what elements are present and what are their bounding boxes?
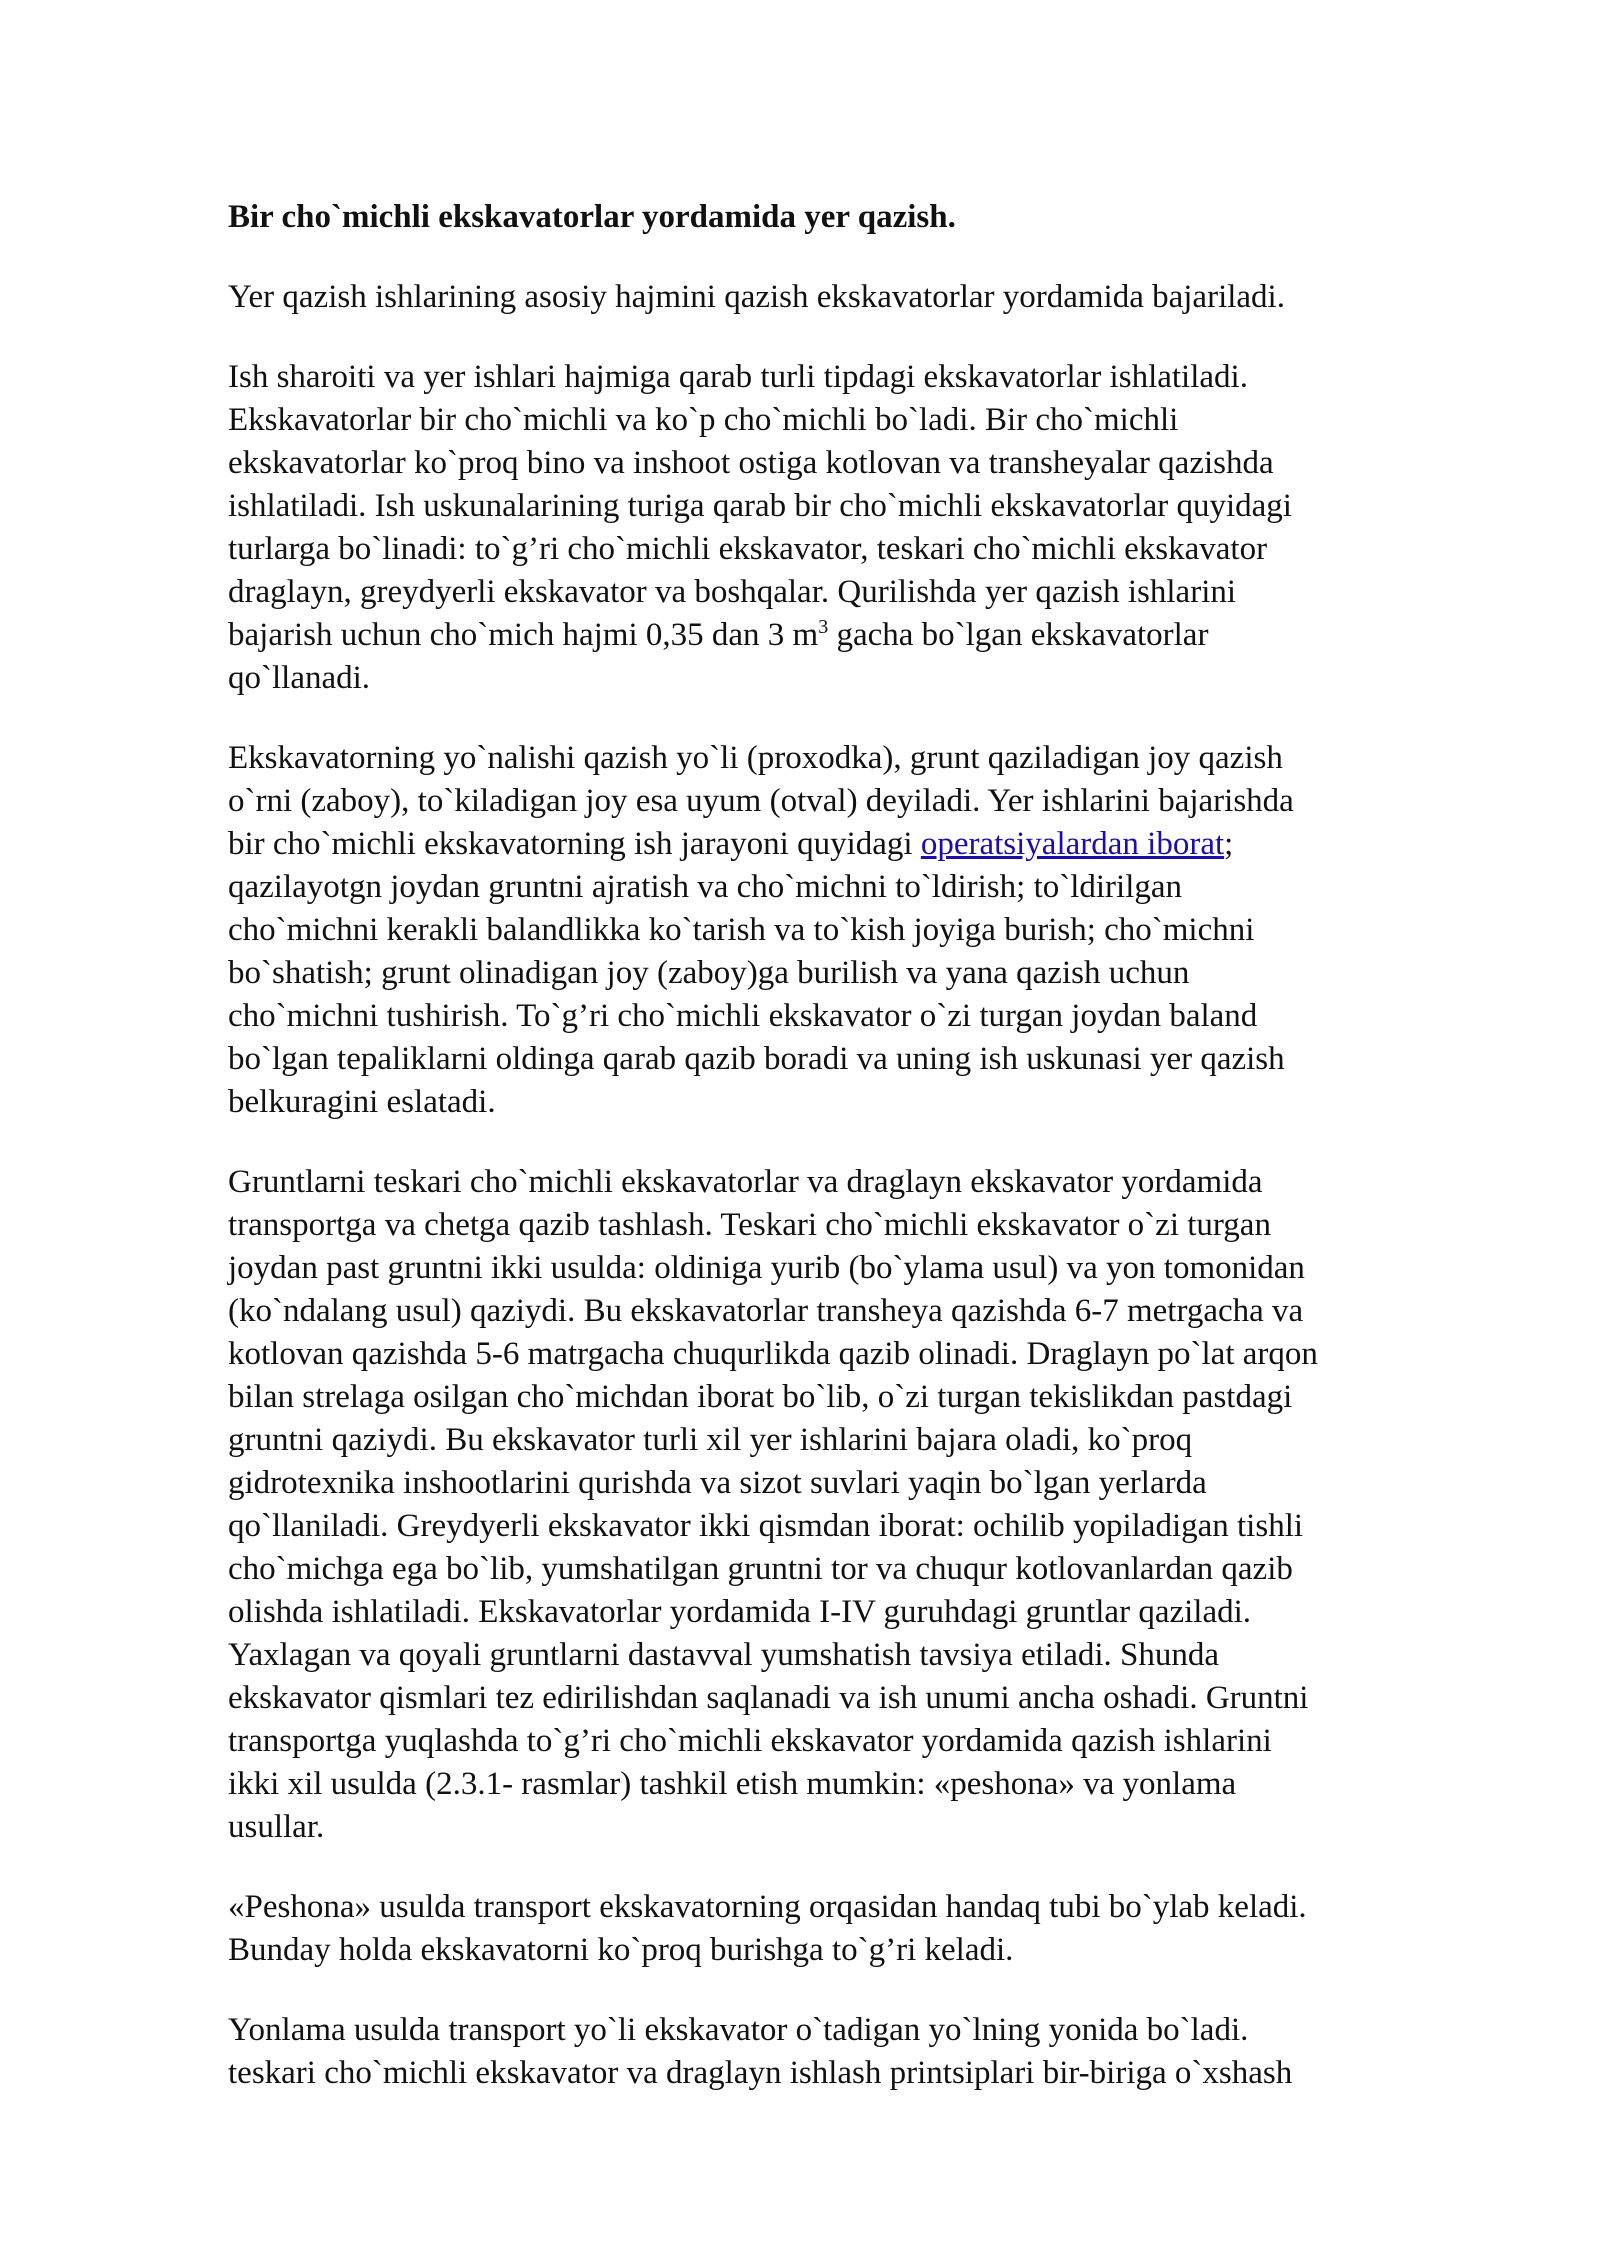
text-line: bilan strelaga osilgan cho`michdan iborat bo`lib, o`zi turgan tekislikdan pastdagi xyxy=(228,1379,1293,1415)
text-line: qazilayotgn joydan gruntni ajratish va cho`michni to`ldirish; to`ldirilgan xyxy=(228,869,1183,905)
paragraph-3 xyxy=(228,737,1478,1124)
text-line: cho`michni kerakli balandlikka ko`tarish va to`kish joyiga burish; cho`michni xyxy=(228,912,1255,948)
paragraph-2 xyxy=(228,356,1478,700)
text-segment: ; xyxy=(1224,826,1234,862)
text-line: Bunday holda ekskavatorni ko`proq burishga to`g’ri keladi. xyxy=(228,1932,1014,1968)
text-line: cho`michni tushirish. To`g’ri cho`michli ekskavator o`zi turgan joydan baland xyxy=(228,998,1258,1034)
superscript: 3 xyxy=(818,616,829,638)
text-segment: gacha bo`lgan ekskavatorlar xyxy=(828,617,1209,653)
text-line: teskari cho`michli ekskavator va draglayn ishlash printsiplari bir-biriga o`xshash xyxy=(228,2055,1293,2091)
text-line: belkuragini eslatadi. xyxy=(228,1084,496,1120)
text-line: Yonlama usulda transport yo`li ekskavator o`tadigan yo`lning yonida bo`ladi. xyxy=(228,2012,1249,2048)
text-line: Ekskavatorning yo`nalishi qazish yo`li (proxodka), grunt qaziladigan joy qazish xyxy=(228,740,1283,776)
text-line: qo`llaniladi. Greydyerli ekskavator ikki qismdan iborat: ochilib yopiladigan tishli xyxy=(228,1508,1304,1544)
document-title: Bir cho`michli ekskavatorlar yordamida yer qazish. xyxy=(228,199,956,235)
paragraph-1 xyxy=(228,276,1478,319)
text-line: Gruntlarni teskari cho`michli ekskavatorlar va draglayn ekskavator yordamida xyxy=(228,1164,1263,1200)
text-line: gruntni qaziydi. Bu ekskavator turli xil yer ishlarini bajara oladi, ko`proq xyxy=(228,1422,1193,1458)
text-line: transportga va chetga qazib tashlash. Teskari cho`michli ekskavator o`zi turgan xyxy=(228,1207,1271,1243)
text-line: ekskavator qismlari tez edirilishdan saqlanadi va ish unumi ancha oshadi. Gruntni xyxy=(228,1680,1309,1716)
text-line: Ekskavatorlar bir cho`michli va ko`p cho`michli bo`ladi. Bir cho`michli xyxy=(228,402,1179,438)
text-line: kotlovan qazishda 5-6 matrgacha chuqurlikda qazib olinadi. Draglayn po`lat arqon xyxy=(228,1336,1318,1372)
text-line: Ish sharoiti va yer ishlari hajmiga qarab turli tipdagi ekskavatorlar ishlatiladi. xyxy=(228,359,1248,395)
text-line: ekskavatorlar ko`proq bino va inshoot ostiga kotlovan va transheyalar qazishda xyxy=(228,445,1274,481)
text-line: Yer qazish ishlarining asosiy hajmini qazish ekskavatorlar yordamida bajariladi. xyxy=(228,279,1285,315)
text-line: joydan past gruntni ikki usulda: oldiniga yurib (bo`ylama usul) va yon tomonidan xyxy=(228,1250,1305,1286)
paragraph-4 xyxy=(228,1161,1478,1849)
text-line: bo`lgan tepaliklarni oldinga qarab qazib boradi va uning ish uskunasi yer qazish xyxy=(228,1041,1285,1077)
text-segment: bir cho`michli ekskavatorning ish jarayoni quyidagi xyxy=(228,826,921,862)
text-line: ikki xil usulda (2.3.1- rasmlar) tashkil etish mumkin: «peshona» va yonlama xyxy=(228,1766,1237,1802)
text-line-with-superscript xyxy=(228,614,1478,657)
paragraph-5 xyxy=(228,1886,1478,1972)
text-line: Yaxlagan va qoyali gruntlarni dastavval yumshatish tavsiya etiladi. Shunda xyxy=(228,1637,1220,1673)
text-line: (ko`ndalang usul) qaziydi. Bu ekskavatorlar transheya qazishda 6-7 metrgacha va xyxy=(228,1293,1304,1329)
text-segment: bajarish uchun cho`mich hajmi 0,35 dan 3 m xyxy=(228,617,819,653)
operations-link[interactable]: operatsiyalardan iborat xyxy=(920,826,1225,862)
text-line: turlarga bo`linadi: to`g’ri cho`michli ekskavator, teskari cho`michli ekskavator xyxy=(228,531,1268,567)
text-line: usullar. xyxy=(228,1809,325,1845)
text-line: cho`michga ega bo`lib, yumshatilgan gruntni tor va chuqur kotlovanlardan qazib xyxy=(228,1551,1293,1587)
text-line: «Peshona» usulda transport ekskavatorning orqasidan handaq tubi bo`ylab keladi. xyxy=(228,1889,1307,1925)
text-line: bo`shatish; grunt olinadigan joy (zaboy)ga burilish va yana qazish uchun xyxy=(228,955,1190,991)
paragraph-6 xyxy=(228,2009,1478,2095)
text-line: qo`llanadi. xyxy=(228,660,371,696)
text-line: o`rni (zaboy), to`kiladigan joy esa uyum (otval) deyiladi. Yer ishlarini bajarishda xyxy=(228,783,1294,819)
document-body xyxy=(228,196,1478,2132)
text-line: draglayn, greydyerli ekskavator va boshqalar. Qurilishda yer qazish ishlarini xyxy=(228,574,1237,610)
text-line-with-link xyxy=(228,823,1478,866)
text-line: gidrotexnika inshootlarini qurishda va sizot suvlari yaqin bo`lgan yerlarda xyxy=(228,1465,1207,1501)
text-line: transportga yuqlashda to`g’ri cho`michli ekskavator yordamida qazish ishlarini xyxy=(228,1723,1272,1759)
text-line: ishlatiladi. Ish uskunalarining turiga qarab bir cho`michli ekskavatorlar quyidagi xyxy=(228,488,1292,524)
text-line: olishda ishlatiladi. Ekskavatorlar yordamida I-IV guruhdagi gruntlar qaziladi. xyxy=(228,1594,1252,1630)
